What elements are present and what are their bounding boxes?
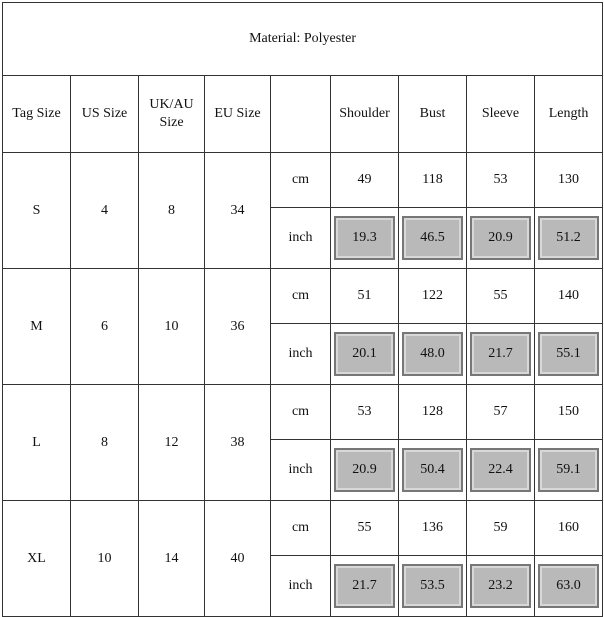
length-value: 63.0	[538, 564, 599, 608]
eu-size-cell: 36	[205, 269, 271, 385]
us-size-cell: 10	[71, 501, 139, 617]
sleeve-cell	[467, 556, 535, 617]
length-cell: 150	[535, 385, 603, 440]
length-value: 59.1	[538, 448, 599, 492]
shoulder-cell	[331, 556, 399, 617]
sleeve-cell	[467, 208, 535, 269]
bust-cell	[399, 324, 467, 385]
shoulder-cell	[331, 440, 399, 501]
sleeve-value: 23.2	[470, 564, 531, 608]
unit-cell: inch	[271, 440, 331, 501]
header-eu-size: EU Size	[205, 76, 271, 153]
shoulder-cell: 51	[331, 269, 399, 324]
sleeve-cell: 53	[467, 153, 535, 208]
bust-cell	[399, 208, 467, 269]
table-title: Material: Polyester	[3, 3, 603, 76]
header-us-size: US Size	[71, 76, 139, 153]
sleeve-cell: 55	[467, 269, 535, 324]
eu-size-cell: 40	[205, 501, 271, 617]
bust-cell	[399, 440, 467, 501]
bust-cell: 122	[399, 269, 467, 324]
length-cell: 160	[535, 501, 603, 556]
length-cell	[535, 440, 603, 501]
length-cell	[535, 556, 603, 617]
us-size-cell: 8	[71, 385, 139, 501]
header-sleeve: Sleeve	[467, 76, 535, 153]
header-bust: Bust	[399, 76, 467, 153]
length-value: 51.2	[538, 216, 599, 260]
ukau-size-cell: 10	[139, 269, 205, 385]
sleeve-value: 22.4	[470, 448, 531, 492]
ukau-size-cell: 12	[139, 385, 205, 501]
bust-value: 50.4	[402, 448, 463, 492]
unit-cell: inch	[271, 208, 331, 269]
length-cell	[535, 324, 603, 385]
bust-cell: 118	[399, 153, 467, 208]
bust-cell: 136	[399, 501, 467, 556]
length-cell: 130	[535, 153, 603, 208]
shoulder-cell: 53	[331, 385, 399, 440]
size-table	[2, 2, 603, 617]
unit-cell: cm	[271, 269, 331, 324]
length-cell	[535, 208, 603, 269]
shoulder-value: 21.7	[334, 564, 395, 608]
bust-value: 53.5	[402, 564, 463, 608]
bust-cell	[399, 556, 467, 617]
shoulder-cell: 55	[331, 501, 399, 556]
sleeve-cell	[467, 440, 535, 501]
shoulder-value: 20.1	[334, 332, 395, 376]
sleeve-cell: 57	[467, 385, 535, 440]
unit-cell: cm	[271, 153, 331, 208]
size-chart	[2, 2, 602, 605]
sleeve-cell	[467, 324, 535, 385]
sleeve-cell: 59	[467, 501, 535, 556]
shoulder-value: 20.9	[334, 448, 395, 492]
ukau-size-cell: 8	[139, 153, 205, 269]
table-row	[3, 153, 603, 208]
unit-cell: cm	[271, 501, 331, 556]
shoulder-value: 19.3	[334, 216, 395, 260]
bust-cell: 128	[399, 385, 467, 440]
length-value: 55.1	[538, 332, 599, 376]
unit-cell: inch	[271, 556, 331, 617]
table-row	[3, 385, 603, 440]
tag-size-cell: XL	[3, 501, 71, 617]
header-unit	[271, 76, 331, 153]
eu-size-cell: 38	[205, 385, 271, 501]
length-cell: 140	[535, 269, 603, 324]
shoulder-cell	[331, 324, 399, 385]
ukau-size-cell: 14	[139, 501, 205, 617]
us-size-cell: 6	[71, 269, 139, 385]
header-row	[3, 76, 603, 153]
eu-size-cell: 34	[205, 153, 271, 269]
tag-size-cell: S	[3, 153, 71, 269]
unit-cell: inch	[271, 324, 331, 385]
us-size-cell: 4	[71, 153, 139, 269]
header-length: Length	[535, 76, 603, 153]
shoulder-cell: 49	[331, 153, 399, 208]
bust-value: 48.0	[402, 332, 463, 376]
table-row	[3, 269, 603, 324]
header-ukau-size: UK/AU Size	[139, 76, 205, 153]
unit-cell: cm	[271, 385, 331, 440]
tag-size-cell: L	[3, 385, 71, 501]
sleeve-value: 20.9	[470, 216, 531, 260]
shoulder-cell	[331, 208, 399, 269]
header-shoulder: Shoulder	[331, 76, 399, 153]
bust-value: 46.5	[402, 216, 463, 260]
table-row	[3, 501, 603, 556]
tag-size-cell: M	[3, 269, 71, 385]
header-tag-size: Tag Size	[3, 76, 71, 153]
sleeve-value: 21.7	[470, 332, 531, 376]
